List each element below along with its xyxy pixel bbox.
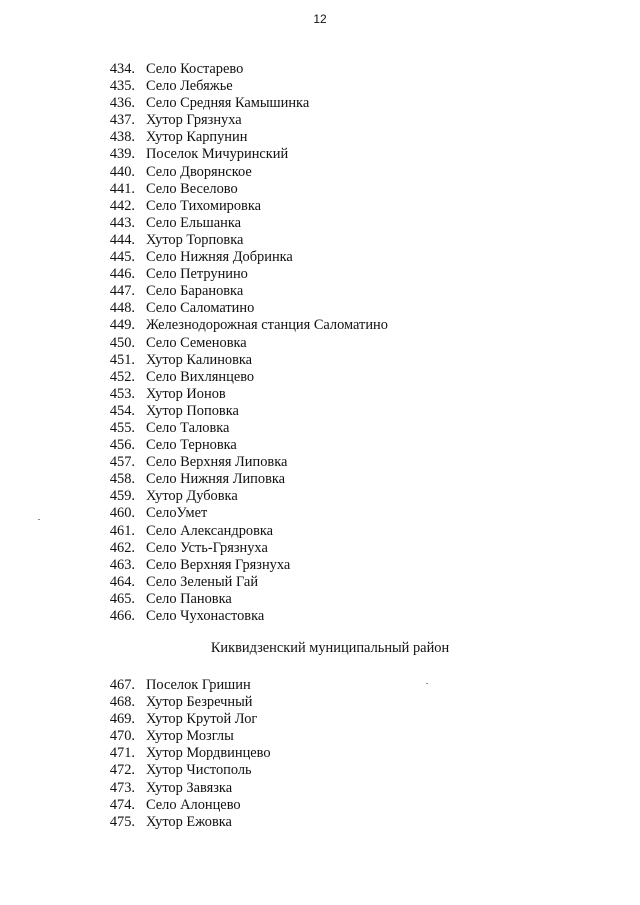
item-name: Село Веселово	[146, 180, 238, 197]
item-number: 468.	[109, 694, 135, 711]
list-item	[0, 403, 640, 420]
list-item	[0, 232, 640, 249]
list-item	[0, 608, 640, 625]
list-item	[0, 471, 640, 488]
list-item	[0, 335, 640, 352]
item-number: 471.	[109, 745, 135, 762]
item-number: 473.	[109, 779, 135, 796]
item-number: 458.	[109, 471, 135, 488]
list-item	[0, 78, 640, 95]
item-name: Село Зеленый Гай	[146, 573, 259, 590]
item-number: 459.	[109, 488, 135, 505]
list-item	[0, 95, 640, 112]
item-number: 439.	[109, 146, 135, 163]
item-number: 466.	[109, 608, 135, 624]
list-item	[0, 112, 640, 129]
list-item	[0, 437, 640, 454]
item-name: Хутор Крутой Лог	[146, 711, 258, 728]
item-number: 449.	[109, 317, 135, 334]
item-number: 461.	[109, 522, 135, 539]
list-item	[0, 505, 640, 522]
list-item	[0, 797, 640, 814]
list-item	[0, 283, 640, 300]
list-item	[0, 61, 640, 78]
list-item	[0, 574, 640, 591]
item-name: Село Верхняя Грязнуха	[146, 556, 291, 573]
scan-speck	[426, 683, 428, 684]
item-name: Село Барановка	[146, 283, 244, 300]
item-name: Хутор Ионов	[146, 385, 226, 402]
item-name: Село Дворянское	[146, 163, 252, 180]
item-name: Хутор Ежовка	[146, 813, 232, 830]
item-number: 445.	[109, 249, 135, 266]
item-name: Село Семеновка	[146, 334, 247, 351]
item-name: Село Костарево	[146, 61, 244, 77]
item-number: 462.	[109, 539, 135, 556]
list-item	[0, 591, 640, 608]
list-item	[0, 215, 640, 232]
item-name: Хутор Мозглы	[146, 728, 234, 745]
item-name: Хутор Калиновка	[146, 351, 253, 368]
item-name: Железнодорожная станция Саломатино	[146, 317, 388, 334]
item-name: Село Вихлянцево	[146, 368, 255, 385]
item-name: Село Терновка	[146, 437, 237, 454]
list-item	[0, 266, 640, 283]
list-item	[0, 249, 640, 266]
item-number: 456.	[109, 437, 135, 454]
item-name: Хутор Грязнуха	[146, 112, 242, 129]
list-item	[0, 420, 640, 437]
item-number: 464.	[109, 573, 135, 590]
item-number: 450.	[109, 334, 135, 351]
item-name: Село Саломатино	[146, 300, 255, 317]
item-number: 437.	[109, 112, 135, 129]
item-number: 474.	[109, 796, 135, 813]
item-name: Хутор Мордвинцево	[146, 745, 271, 762]
list-item	[0, 540, 640, 557]
item-number: 436.	[109, 95, 135, 112]
item-name: Село Тихомировка	[146, 197, 261, 214]
page-number: 12	[313, 12, 327, 26]
item-name: Село Лебяжье	[146, 78, 233, 95]
item-number: 467.	[109, 677, 135, 693]
item-name: Хутор Чистополь	[146, 762, 252, 779]
list-item	[0, 488, 640, 505]
item-number: 452.	[109, 368, 135, 385]
item-number: 451.	[109, 351, 135, 368]
item-name: Село Верхняя Липовка	[146, 454, 288, 471]
list-item	[0, 164, 640, 181]
item-number: 435.	[109, 78, 135, 95]
item-name: Село Средняя Камышинка	[146, 95, 310, 112]
item-number: 442.	[109, 197, 135, 214]
list-item	[0, 129, 640, 146]
list-item	[0, 728, 640, 745]
list-item	[0, 762, 640, 779]
district-heading: Киквидзенский муниципальный район	[210, 640, 450, 656]
item-name: Село Нижняя Добринка	[146, 249, 293, 266]
list-item	[0, 146, 640, 163]
item-name: Хутор Дубовка	[146, 488, 238, 505]
list-item	[0, 711, 640, 728]
item-number: 470.	[109, 728, 135, 745]
item-number: 448.	[109, 300, 135, 317]
item-number: 453.	[109, 385, 135, 402]
list-item	[0, 317, 640, 334]
item-name: Хутор Безречный	[146, 694, 253, 711]
scan-speck	[38, 519, 40, 520]
list-item	[0, 300, 640, 317]
list-item	[0, 745, 640, 762]
item-number: 447.	[109, 283, 135, 300]
item-name: Хутор Завязка	[146, 779, 233, 796]
item-name: Село Усть-Грязнуха	[146, 539, 268, 556]
list-item	[0, 369, 640, 386]
item-number: 443.	[109, 214, 135, 231]
item-number: 440.	[109, 163, 135, 180]
item-number: 460.	[109, 505, 135, 522]
settlement-list-kikvidze	[0, 677, 640, 831]
item-name: Поселок Гришин	[146, 677, 251, 693]
item-name: Село Александровка	[146, 522, 274, 539]
item-name: Село Нижняя Липовка	[146, 471, 286, 488]
item-number: 446.	[109, 266, 135, 283]
item-number: 465.	[109, 590, 135, 607]
list-item	[0, 677, 640, 694]
item-name: Хутор Торповка	[146, 231, 244, 248]
item-number: 463.	[109, 556, 135, 573]
list-item	[0, 523, 640, 540]
item-number: 444.	[109, 231, 135, 248]
list-item	[0, 557, 640, 574]
item-number: 438.	[109, 129, 135, 146]
item-number: 455.	[109, 419, 135, 436]
item-name: Поселок Мичуринский	[146, 146, 289, 163]
item-name: Село Чухонастовка	[146, 608, 265, 624]
list-item	[0, 386, 640, 403]
list-item	[0, 694, 640, 711]
item-name: Село Таловка	[146, 419, 230, 436]
list-item	[0, 814, 640, 831]
list-item	[0, 181, 640, 198]
item-name: Хутор Поповка	[146, 402, 239, 419]
item-number: 469.	[109, 711, 135, 728]
item-number: 472.	[109, 762, 135, 779]
item-number: 457.	[109, 454, 135, 471]
list-item	[0, 454, 640, 471]
list-item	[0, 352, 640, 369]
item-name: Село Алонцево	[146, 796, 241, 813]
item-name: Село Петрунино	[146, 266, 248, 283]
list-item	[0, 198, 640, 215]
item-name: Село Пановка	[146, 590, 232, 607]
item-number: 454.	[109, 402, 135, 419]
item-number: 441.	[109, 180, 135, 197]
item-name: СелоУмет	[146, 505, 208, 522]
item-number: 434.	[109, 61, 135, 77]
settlement-list	[0, 61, 640, 625]
item-name: Хутор Карпунин	[146, 129, 248, 146]
item-number: 475.	[109, 813, 135, 830]
item-name: Село Ельшанка	[146, 214, 242, 231]
list-item	[0, 780, 640, 797]
